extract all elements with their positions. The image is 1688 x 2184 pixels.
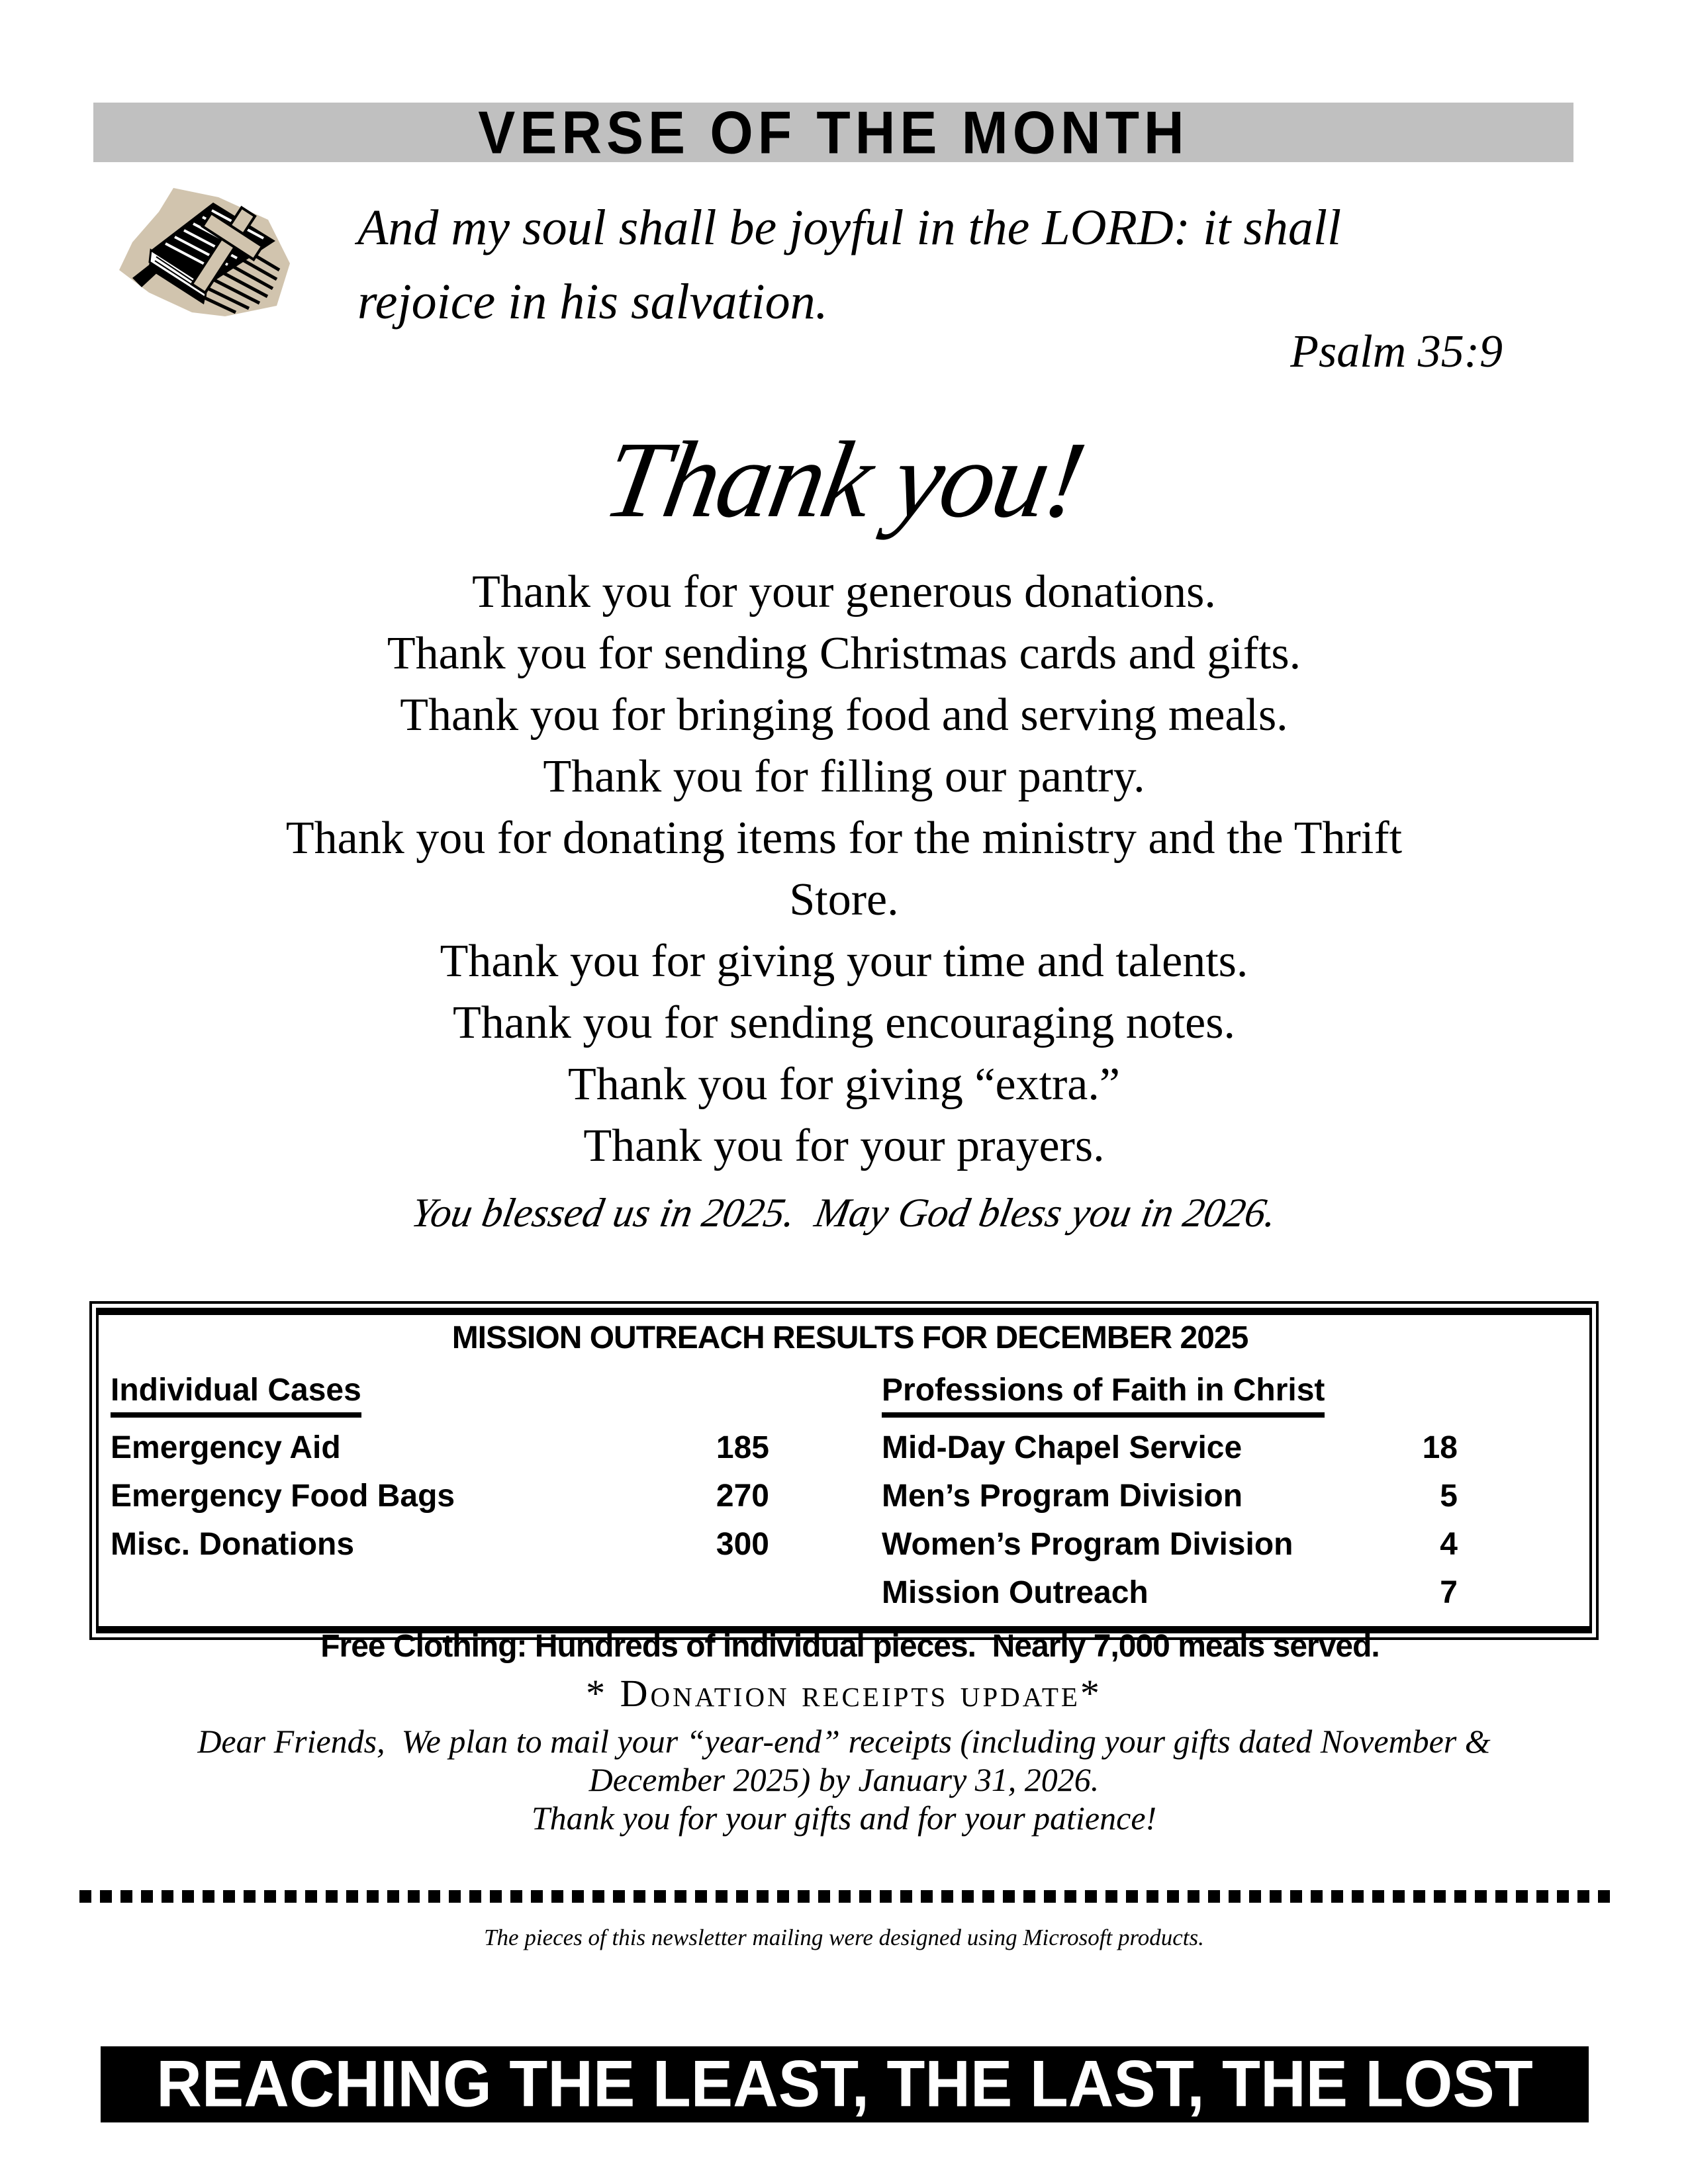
outreach-footer-note: Free Clothing: Hundreds of individual pieces. Nearly 7,000 meals served. (320, 1629, 1380, 1664)
verse-line-1: And my soul shall be joyful in the LORD: it shall (357, 200, 1342, 255)
thanks-line: Thank you for giving your time and talents. (440, 936, 1248, 987)
thanks-line: Thank you for filling our pantry. (543, 751, 1145, 802)
thank-you-heading: Thank you! (596, 419, 1092, 540)
left-column-header: Individual Cases (111, 1372, 620, 1418)
thanks-line: Thank you for sending encouraging notes. (453, 997, 1235, 1048)
receipts-line: Dear Friends, We plan to mail your “year-end” receipts (including your gifts dated November & (197, 1723, 1491, 1760)
receipts-body (93, 1722, 1595, 1837)
table-row-value: 7 (1440, 1575, 1458, 1610)
table-row-value: 5 (1440, 1479, 1458, 1514)
table-row-value: 185 (716, 1430, 769, 1465)
receipts-line: Thank you for your gifts and for your patience! (531, 1799, 1157, 1837)
thanks-line: Thank you for sending Christmas cards and gifts. (387, 628, 1301, 679)
outreach-results-box (89, 1301, 1599, 1664)
table-row-value: 4 (1440, 1527, 1458, 1562)
table-row-label: Emergency Aid (111, 1430, 341, 1465)
outreach-title: MISSION OUTREACH RESULTS FOR DECEMBER 2025 (451, 1320, 1248, 1355)
table-row-label: Mid-Day Chapel Service (882, 1430, 1243, 1465)
table-row-label: Men’s Program Division (882, 1479, 1243, 1514)
verse-of-month-banner (93, 98, 1573, 166)
footer-banner-text: REACHING THE LEAST, THE LAST, THE LOST (156, 2047, 1533, 2121)
table-row-value: 270 (716, 1479, 769, 1514)
right-column-header: Professions of Faith in Christ (882, 1372, 1375, 1418)
thanks-line: Thank you for donating items for the ministry and the Thrift (285, 813, 1403, 864)
verse-reference: Psalm 35:9 (1290, 326, 1503, 377)
thanks-line: Thank you for your prayers. (583, 1120, 1105, 1171)
bible-with-cross-icon (113, 185, 298, 321)
thanks-line: Thank you for bringing food and serving meals. (400, 690, 1288, 741)
table-row-value: 300 (716, 1527, 769, 1562)
outreach-results-inner (96, 1308, 1592, 1664)
footer-banner (101, 2046, 1589, 2122)
verse-text (357, 191, 1483, 339)
outreach-table (111, 1372, 1589, 1611)
table-row-label: Mission Outreach (882, 1575, 1149, 1610)
table-row-value: 18 (1422, 1430, 1458, 1465)
dotted-divider (79, 1890, 1610, 1903)
verse-banner-title: VERSE OF THE MONTH (478, 98, 1189, 166)
table-row-label: Misc. Donations (111, 1527, 355, 1562)
table-row-label: Women’s Program Division (882, 1527, 1293, 1562)
receipts-heading: * Donation receipts update* (586, 1672, 1102, 1715)
thanks-line: Store. (789, 874, 899, 925)
thanks-line: Thank you for your generous donations. (472, 567, 1216, 617)
table-row-label: Emergency Food Bags (111, 1479, 455, 1514)
credit-line: The pieces of this newsletter mailing were designed using Microsoft products. (484, 1925, 1204, 1950)
blessing-line: You blessed us in 2025. May God bless you in 2026. (408, 1191, 1280, 1236)
verse-line-2: rejoice in his salvation. (357, 274, 828, 330)
thanks-line: Thank you for giving “extra.” (568, 1059, 1120, 1110)
receipts-line: December 2025) by January 31, 2026. (588, 1761, 1100, 1798)
thank-you-list (73, 561, 1615, 1177)
